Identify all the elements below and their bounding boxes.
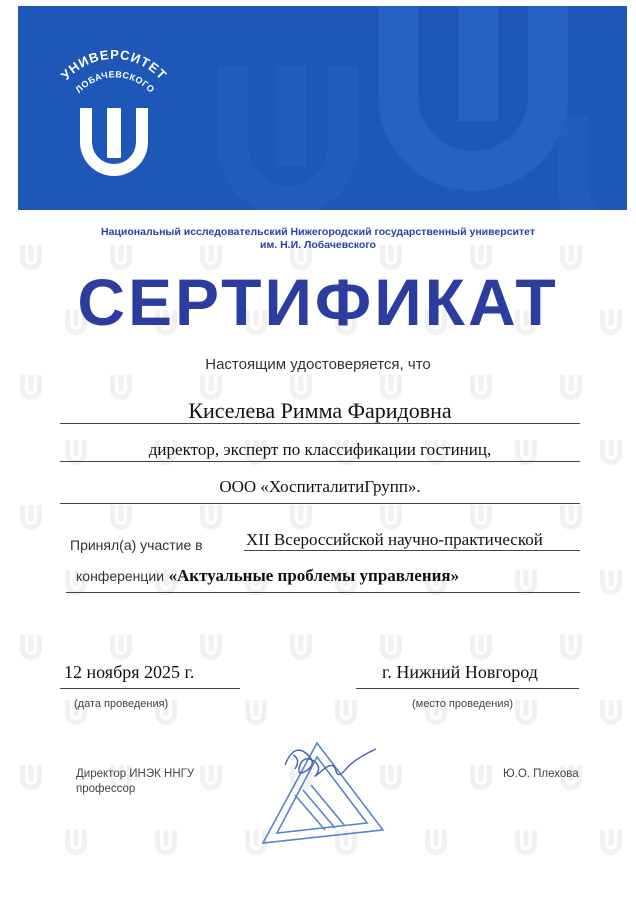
date-caption: (дата проведения) (74, 698, 169, 710)
university-name-line1: Национальный исследовательский Нижегородский государственный университет (101, 226, 535, 238)
place-underline (356, 688, 579, 689)
participation-label: Принял(а) участие в (70, 537, 203, 553)
name-underline (60, 423, 580, 424)
position-line2: ООО «ХоспиталитиГрупп». (219, 477, 421, 496)
certificate-title: СЕРТИФИКАТ (77, 265, 559, 339)
position-line1: директор, эксперт по классификации гостиниц, (148, 440, 492, 459)
event-place: г. Нижний Новгород (382, 662, 538, 682)
event-date: 12 ноября 2025 г. (64, 662, 195, 682)
university-logo (46, 44, 186, 194)
logo-arc-line1: УНИВЕРСИТЕТ (57, 46, 171, 83)
header-banner (18, 6, 627, 210)
event-underline2 (66, 592, 580, 593)
event-underline1 (244, 550, 580, 551)
logo-u-mark (80, 108, 148, 176)
official-stamp (255, 735, 390, 850)
position-underline1 (60, 461, 580, 462)
recipient-name: Киселева Римма Фаридовна (188, 398, 452, 423)
svg-text:ЛОБАЧЕВСКОГО (73, 69, 156, 95)
date-underline (60, 688, 240, 689)
signatory-name: Ю.О. Плехова (503, 768, 579, 780)
event-line2-prefix: конференции (76, 568, 165, 584)
position-underline2 (60, 503, 580, 504)
signatory-role-line2: профессор (76, 783, 136, 795)
logo-arc-line2: ЛОБАЧЕВСКОГО (73, 69, 157, 95)
event-line2 (76, 566, 459, 586)
place-caption: (место проведения) (412, 698, 514, 710)
university-name-line2: им. Н.И. Лобачевского (260, 239, 376, 251)
event-line1: XII Всероссийской научно-практической (246, 530, 543, 549)
event-title: «Актуальные проблемы управления» (168, 566, 460, 585)
signatory-role-line1: Директор ИНЭК ННГУ (76, 768, 195, 780)
intro-text: Настоящим удостоверяется, что (205, 356, 431, 373)
handwritten-signature (285, 749, 376, 776)
